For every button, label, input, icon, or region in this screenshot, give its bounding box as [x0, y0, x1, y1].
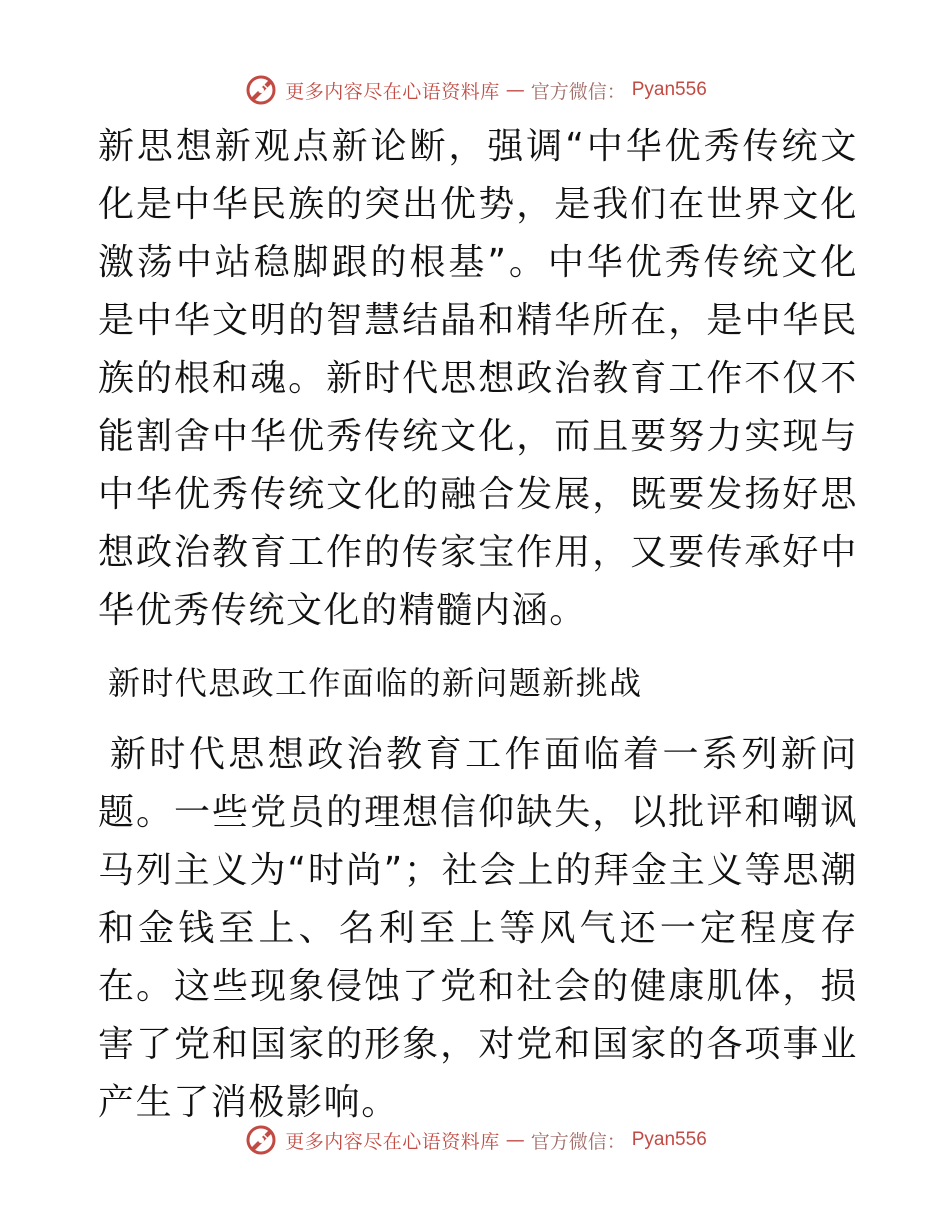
- banner-wechat-id: Pyan556: [631, 1129, 707, 1150]
- header-banner-content: [243, 72, 707, 108]
- paragraph-2: [98, 726, 858, 1132]
- banner-wechat-id: Pyan556: [631, 79, 707, 100]
- paragraph-2-text: 新时代思想政治教育工作面临着一系列新问题。一些党员的理想信仰缺失，以批评和嘲讽马列主义为“时尚”；社会上的拜金主义等思潮和金钱至上、名利至上等风气还一定程度存在。这些现象侵蚀了党和社会的健康肌体，损害了党和国家的形象，对党和国家的各项事业产生了消极影响。: [98, 734, 858, 1123]
- footer-banner-content: [243, 1122, 707, 1158]
- footer-banner: [0, 1120, 950, 1160]
- banner-wechat-label: 官方微信：: [530, 80, 626, 103]
- banner-dash: —: [505, 1129, 525, 1151]
- document-body: [98, 118, 858, 1132]
- section-heading: 新时代思政工作面临的新问题新挑战: [108, 664, 643, 702]
- banner-dash: —: [505, 79, 525, 101]
- header-banner: [0, 70, 950, 110]
- banner-slogan: 更多内容尽在心语资料库: [285, 80, 500, 103]
- quill-pen-icon: [243, 1122, 279, 1158]
- banner-wechat-label: 官方微信：: [530, 1130, 626, 1153]
- quill-pen-icon: [243, 72, 279, 108]
- banner-slogan: 更多内容尽在心语资料库: [285, 1130, 500, 1153]
- paragraph-1: 新思想新观点新论断，强调“中华优秀传统文化是中华民族的突出优势，是我们在世界文化激荡中站稳脚跟的根基”。中华优秀传统文化是中华文明的智慧结晶和精华所在，是中华民族的根和魂。新时代思想政治教育工作不仅不能割舍中华优秀传统文化，而且要努力实现与中华优秀传统文化的融合发展，既要发扬好思想政治教育工作的传家宝作用，又要传承好中华优秀传统文化的精髓内涵。: [98, 126, 858, 631]
